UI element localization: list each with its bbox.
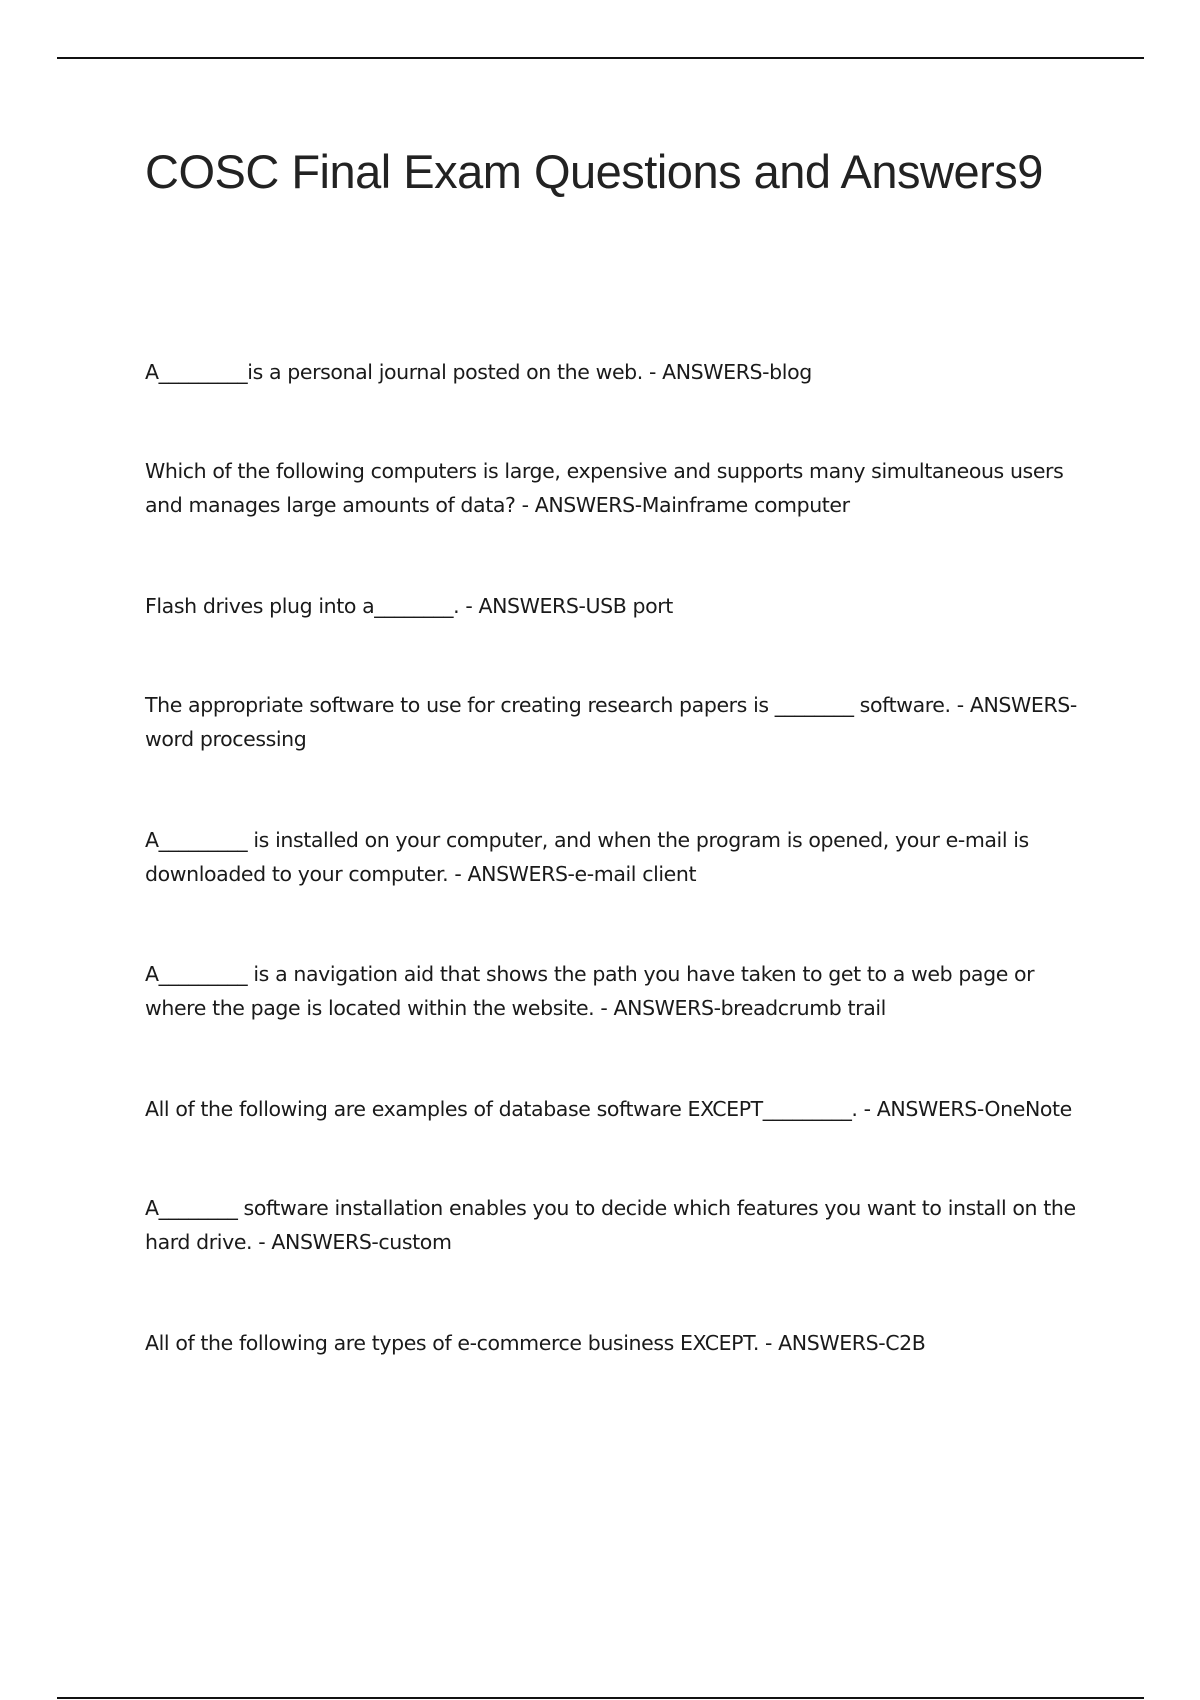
qa-item-2: Which of the following computers is large, expensive and supports many simultaneous users and manages large amounts of data? - ANSWERS-Mainframe computer — [145, 459, 1064, 517]
qa-item-7: All of the following are examples of database software EXCEPT_________. - ANSWERS-OneNote — [145, 1097, 1072, 1121]
qa-item-4: The appropriate software to use for creating research papers is ________ software. - ANSWERS-word processing — [145, 693, 1077, 751]
top-rule — [57, 57, 1144, 59]
qa-item-6: A_________ is a navigation aid that shows the path you have taken to get to a web page or where the page is located within the website. - ANSWERS-breadcrumb trail — [145, 962, 1035, 1020]
qa-item-5: A_________ is installed on your computer, and when the program is opened, your e-mail is downloaded to your computer. - ANSWERS-e-mail client — [145, 828, 1029, 886]
qa-item-1: A_________is a personal journal posted on the web. - ANSWERS-blog — [145, 360, 812, 384]
document-title: COSC Final Exam Questions and Answers9 — [145, 145, 1043, 198]
qa-item-3: Flash drives plug into a________. - ANSWERS-USB port — [145, 594, 673, 618]
qa-item-9: All of the following are types of e-commerce business EXCEPT. - ANSWERS-C2B — [145, 1331, 926, 1355]
qa-item-8: A________ software installation enables you to decide which features you want to install on the hard drive. - ANSWERS-custom — [145, 1196, 1076, 1254]
bottom-rule — [57, 1697, 1144, 1699]
